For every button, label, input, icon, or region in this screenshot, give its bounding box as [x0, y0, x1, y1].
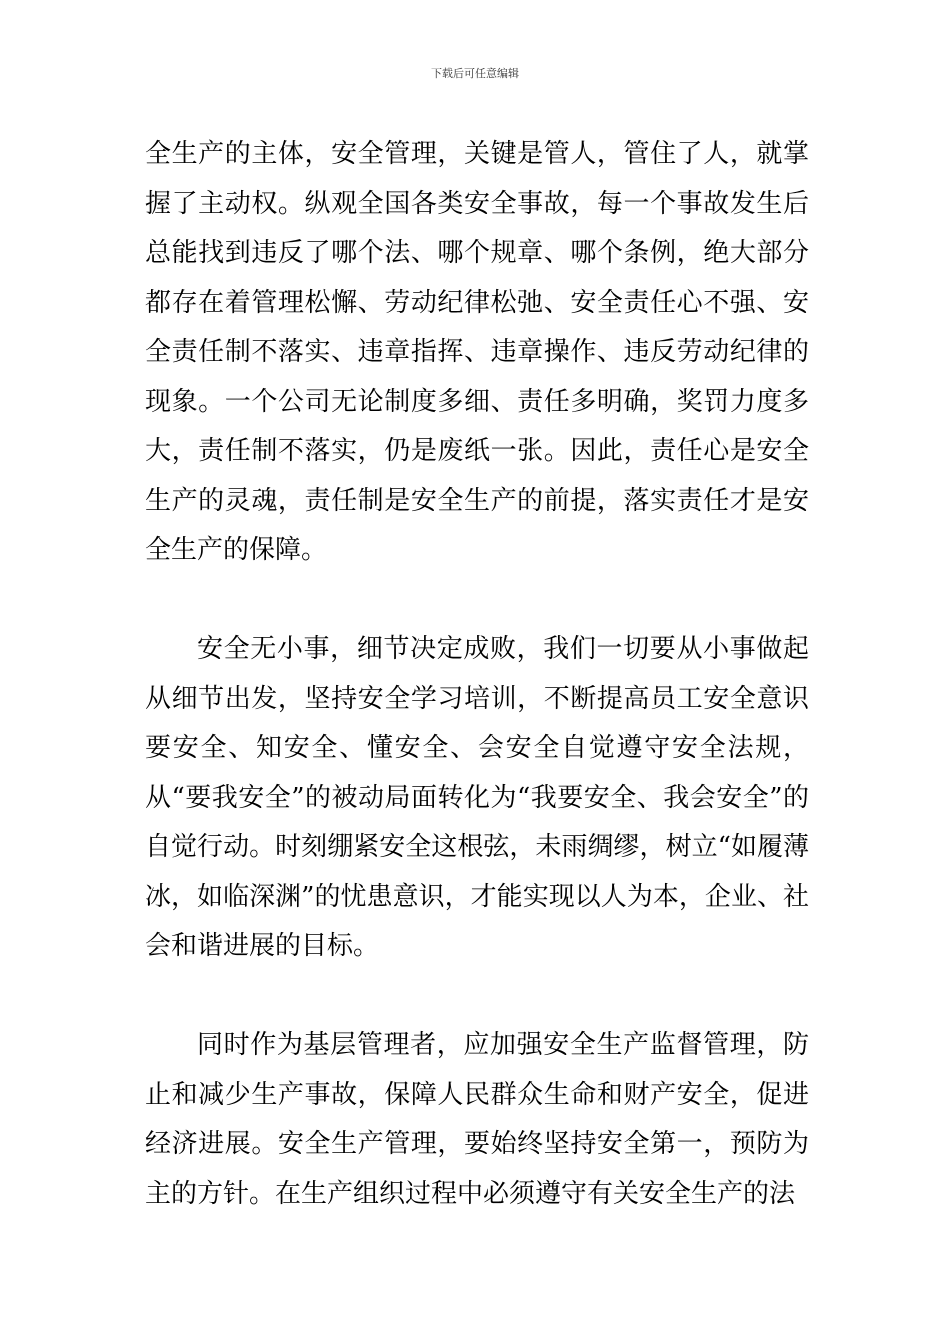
document-body	[145, 130, 809, 1219]
paragraph-spacer	[145, 576, 809, 626]
paragraph-2: 安全无小事，细节决定成败，我们一切要从小事做起从细节出发，坚持安全学习培训，不断提高员工安全意识要安全、知安全、懂安全、会安全自觉遵守安全法规，从“要我安全”的被动局面转化为“我要安全、我会安全”的自觉行动。时刻绷紧安全这根弦，未雨绸缪，树立“如履薄冰，如临深渊”的忧患意识，才能实现以人为本，企业、社会和谐进展的目标。	[145, 634, 809, 961]
paragraph-1: 全生产的主体，安全管理，关键是管人，管住了人，就掌握了主动权。纵观全国各类安全事故，每一个事故发生后总能找到违反了哪个法、哪个规章、哪个条例，绝大部分都存在着管理松懈、劳动纪律松弛、安全责任心不强、安全责任制不落实、违章指挥、违章操作、违反劳动纪律的现象。一个公司无论制度多细、责任多明确，奖罚力度多大，责任制不落实，仍是废纸一张。因此，责任心是安全生产的灵魂，责任制是安全生产的前提，落实责任才是安全生产的保障。	[145, 139, 809, 565]
paragraph-3: 同时作为基层管理者，应加强安全生产监督管理，防止和减少生产事故，保障人民群众生命和财产安全，促进经济进展。安全生产管理，要始终坚持安全第一，预防为主的方针。在生产组织过程中必须遵守有关安全生产的法	[145, 1030, 809, 1209]
page-header-note: 下载后可任意编辑	[431, 67, 519, 80]
paragraph-spacer	[145, 972, 809, 1022]
